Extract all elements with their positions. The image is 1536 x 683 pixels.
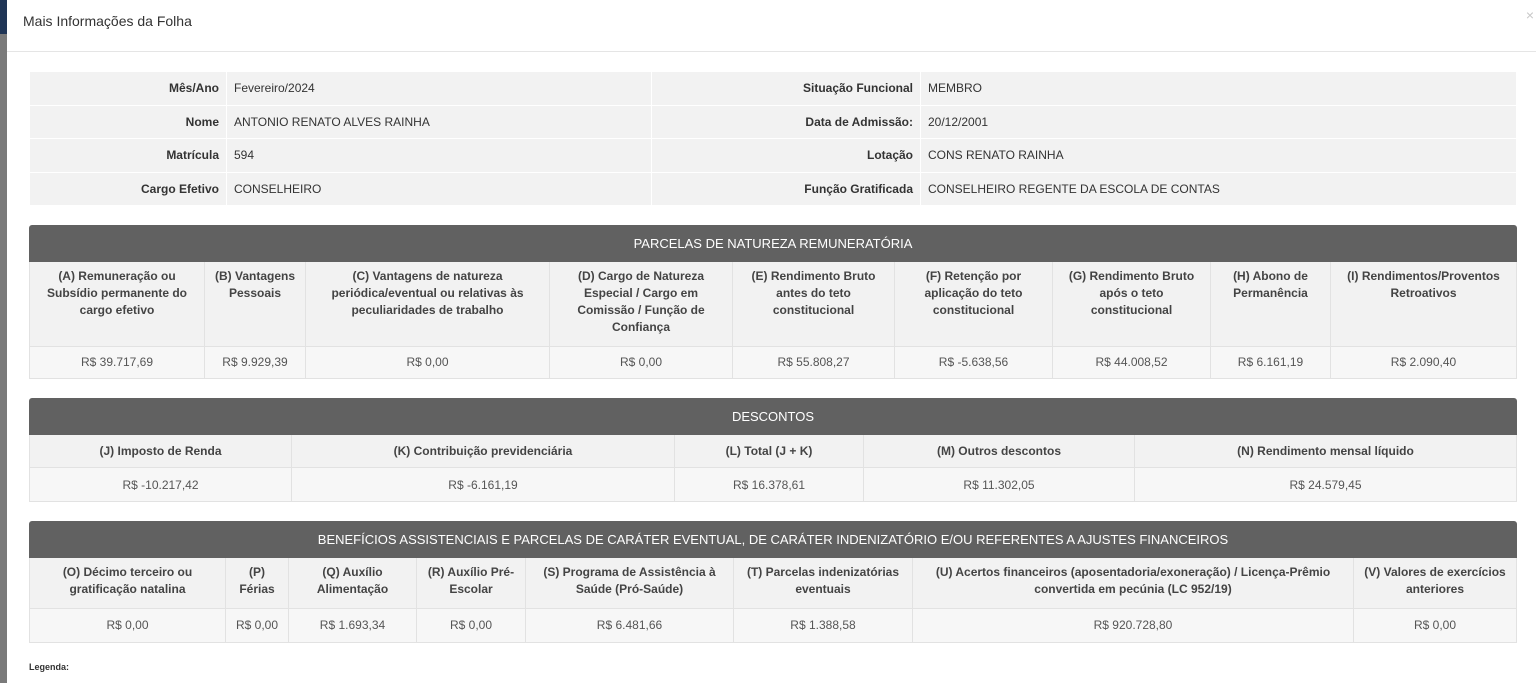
column-header: (S) Programa de Assistência à Saúde (Pró-Saúde) xyxy=(526,558,734,608)
column-header: (R) Auxílio Pré-Escolar xyxy=(417,558,526,608)
info-value: 594 xyxy=(227,139,652,173)
table-cell: R$ 6.161,19 xyxy=(1211,346,1331,378)
info-row xyxy=(30,105,1517,139)
section-title: DESCONTOS xyxy=(29,398,1517,435)
table-cell: R$ 24.579,45 xyxy=(1135,468,1517,502)
info-value: ANTONIO RENATO ALVES RAINHA xyxy=(227,105,652,139)
info-row xyxy=(30,139,1517,173)
column-header: (C) Vantagens de natureza periódica/eventual ou relativas às peculiaridades de trabalho xyxy=(306,262,550,346)
column-header: (E) Rendimento Bruto antes do teto constitucional xyxy=(733,262,895,346)
table-cell: R$ 1.388,58 xyxy=(734,608,913,642)
remuneratoria-section xyxy=(29,225,1517,379)
remuneratoria-table xyxy=(29,262,1517,379)
column-header: (I) Rendimentos/Proventos Retroativos xyxy=(1331,262,1517,346)
modal-body xyxy=(29,71,1517,643)
info-label: Lotação xyxy=(652,139,921,173)
table-cell: R$ -6.161,19 xyxy=(292,468,675,502)
column-header: (H) Abono de Permanência xyxy=(1211,262,1331,346)
column-header: (P) Férias xyxy=(226,558,289,608)
table-cell: R$ 39.717,69 xyxy=(30,346,205,378)
column-header: (K) Contribuição previdenciária xyxy=(292,435,675,468)
table-cell: R$ 0,00 xyxy=(417,608,526,642)
column-header: (N) Rendimento mensal líquido xyxy=(1135,435,1517,468)
info-value: 20/12/2001 xyxy=(921,105,1517,139)
info-value: MEMBRO xyxy=(921,72,1517,106)
table-cell: R$ 0,00 xyxy=(550,346,733,378)
info-value: CONSELHEIRO xyxy=(227,172,652,206)
header-row xyxy=(30,558,1517,608)
table-cell: R$ 44.008,52 xyxy=(1053,346,1211,378)
descontos-section xyxy=(29,398,1517,503)
info-value: CONSELHEIRO REGENTE DA ESCOLA DE CONTAS xyxy=(921,172,1517,206)
table-cell: R$ -10.217,42 xyxy=(30,468,292,502)
modal-header xyxy=(7,0,1536,52)
section-title: PARCELAS DE NATUREZA REMUNERATÓRIA xyxy=(29,225,1517,262)
table-cell: R$ 9.929,39 xyxy=(205,346,306,378)
info-value: CONS RENATO RAINHA xyxy=(921,139,1517,173)
beneficios-table xyxy=(29,558,1517,643)
column-header: (M) Outros descontos xyxy=(864,435,1135,468)
close-button[interactable]: × xyxy=(1525,7,1534,23)
info-label: Matrícula xyxy=(30,139,227,173)
table-cell: R$ 2.090,40 xyxy=(1331,346,1517,378)
background-sidebar-strip xyxy=(0,0,7,683)
descontos-table xyxy=(29,435,1517,503)
column-header: (G) Rendimento Bruto após o teto constitucional xyxy=(1053,262,1211,346)
section-title: BENEFÍCIOS ASSISTENCIAIS E PARCELAS DE CARÁTER EVENTUAL, DE CARÁTER INDENIZATÓRIO E/OU REFERENTES A AJUSTES FINANCEIROS xyxy=(29,521,1517,558)
modal-title: Mais Informações da Folha xyxy=(23,13,192,29)
info-label: Nome xyxy=(30,105,227,139)
table-cell: R$ 0,00 xyxy=(30,608,226,642)
table-row xyxy=(30,346,1517,378)
column-header: (J) Imposto de Renda xyxy=(30,435,292,468)
table-cell: R$ 0,00 xyxy=(226,608,289,642)
column-header: (V) Valores de exercícios anteriores xyxy=(1354,558,1517,608)
table-cell: R$ 0,00 xyxy=(306,346,550,378)
column-header: (L) Total (J + K) xyxy=(675,435,864,468)
table-cell: R$ 0,00 xyxy=(1354,608,1517,642)
table-row xyxy=(30,608,1517,642)
info-label: Situação Funcional xyxy=(652,72,921,106)
info-row xyxy=(30,72,1517,106)
info-label: Cargo Efetivo xyxy=(30,172,227,206)
legend-label: Legenda: xyxy=(29,662,70,672)
table-row xyxy=(30,468,1517,502)
column-header: (T) Parcelas indenizatórias eventuais xyxy=(734,558,913,608)
table-cell: R$ -5.638,56 xyxy=(895,346,1053,378)
column-header: (Q) Auxílio Alimentação xyxy=(289,558,417,608)
column-header: (F) Retenção por aplicação do teto constitucional xyxy=(895,262,1053,346)
header-row xyxy=(30,262,1517,346)
employee-info-table xyxy=(29,71,1517,206)
column-header: (A) Remuneração ou Subsídio permanente do cargo efetivo xyxy=(30,262,205,346)
column-header: (B) Vantagens Pessoais xyxy=(205,262,306,346)
background-sidebar-cap xyxy=(0,0,7,34)
info-label: Mês/Ano xyxy=(30,72,227,106)
info-value: Fevereiro/2024 xyxy=(227,72,652,106)
column-header: (U) Acertos financeiros (aposentadoria/exoneração) / Licença-Prêmio convertida em pecúnia (LC 952/19) xyxy=(913,558,1354,608)
info-label: Data de Admissão: xyxy=(652,105,921,139)
info-row xyxy=(30,172,1517,206)
table-cell: R$ 920.728,80 xyxy=(913,608,1354,642)
table-cell: R$ 11.302,05 xyxy=(864,468,1135,502)
header-row xyxy=(30,435,1517,468)
info-label: Função Gratificada xyxy=(652,172,921,206)
table-cell: R$ 1.693,34 xyxy=(289,608,417,642)
beneficios-section xyxy=(29,521,1517,643)
table-cell: R$ 55.808,27 xyxy=(733,346,895,378)
column-header: (D) Cargo de Natureza Especial / Cargo em Comissão / Função de Confiança xyxy=(550,262,733,346)
table-cell: R$ 16.378,61 xyxy=(675,468,864,502)
table-cell: R$ 6.481,66 xyxy=(526,608,734,642)
column-header: (O) Décimo terceiro ou gratificação natalina xyxy=(30,558,226,608)
